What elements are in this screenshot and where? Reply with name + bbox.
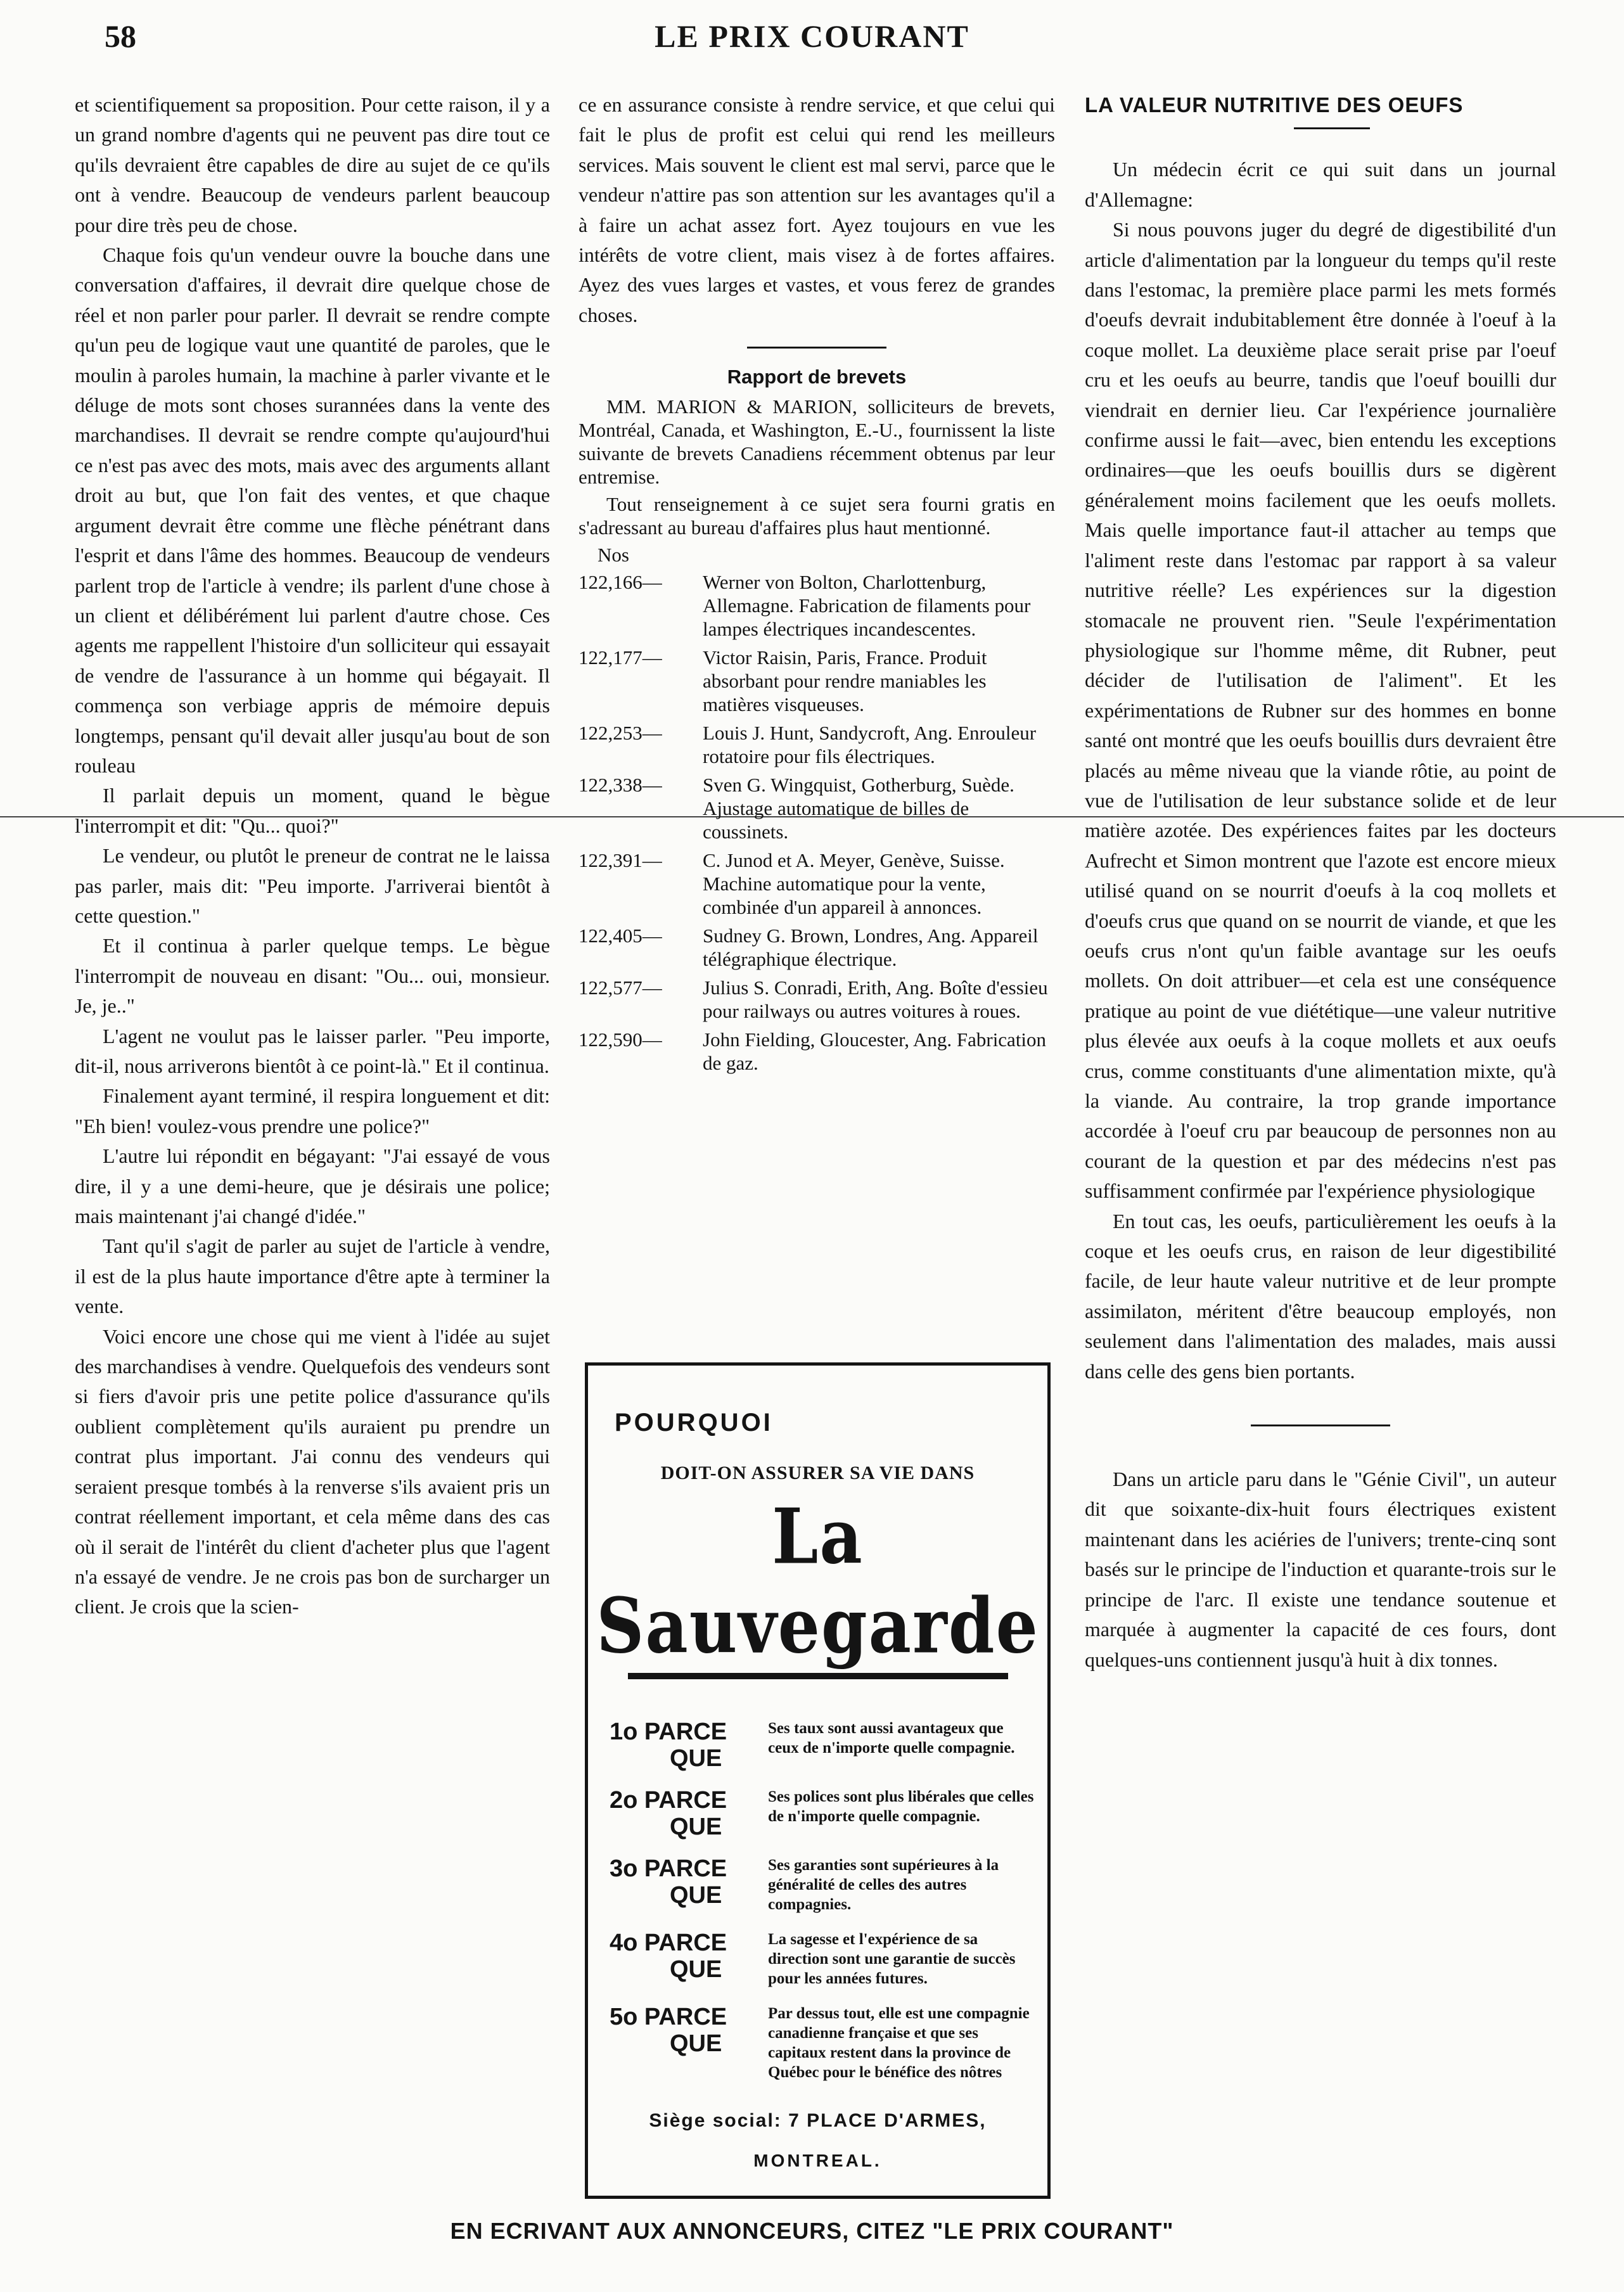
patent-entry	[579, 1028, 1055, 1075]
sauvegarde-advertisement	[585, 1362, 1051, 2199]
reason-number: 3o PARCE	[610, 1855, 727, 1882]
reason-text: La sagesse et l'expérience de sa direction sont une garantie de succès pour les années futures.	[768, 1931, 1016, 1987]
paragraph: Et il continua à parler quelque temps. Le bègue l'interrompit de nouveau en disant: "Ou... oui, monsieur. Je, je.."	[75, 934, 550, 1018]
reason-que: QUE	[670, 2030, 722, 2057]
ad-headline: POURQUOI	[615, 1409, 773, 1437]
ad-reason	[610, 2004, 1035, 2082]
ad-reason	[610, 1930, 1035, 1988]
logo-underline	[628, 1673, 1008, 1679]
patent-entry	[579, 848, 1055, 919]
reason-number: 2o PARCE	[610, 1787, 727, 1814]
reason-que: QUE	[670, 1956, 722, 1983]
reason-que: QUE	[670, 1882, 722, 1909]
patent-number: 122,391—	[579, 849, 662, 872]
reason-label	[610, 1855, 768, 1914]
paragraph: Un médecin écrit ce qui suit dans un journal d'Allemagne:	[1085, 158, 1556, 211]
patents-report	[579, 365, 1055, 1075]
paragraph: Si nous pouvons juger du degré de digestibilité d'un article d'alimentation par la longueur du temps qu'il reste dans l'estomac, la première place parmi les mets formés d'oeufs devrait indubitablement être donnée à l'oeuf à la coque mollet. La deuxième place serait prise par l'oeuf cru et les oeufs au beurre, tandis que l'oeuf bouilli dur viendrait en dernier lieu. Car l'expérience journalière confirme aussi le fait—avec, bien entendu les exceptions ordinaires—que les oeufs bouillis durs se digèrent généralement moins facilement que les oeufs mollets. Mais quelle importance faut-il attacher au temps que l'aliment reste dans l'estomac par rapport à sa valeur nutritive réelle? Les expériences sur la digestion stomacale ne prouvent rien. "Seule l'expérimentation physiologique sur l'homme même, dit Rubner, peut décider de l'utilisation de l'aliment". Et les expérimentations de Rubner sur des hommes en bonne santé ont montré que les oeufs bouillis durs devraient être placés au même niveau que la viande rôtie, au point de vue de l'utilisation de leur substance solide et de leur matière azotée. Des expériences faites par les docteurs Aufrecht et Simon montrent que l'azote est encore mieux utilisé quand on se nourrit d'oeufs à la coq mollets et d'oeufs crus que quand on se nourrit de viande, et que les oeufs crus n'ont qu'un faible avantage sur les oeufs mollets. On doit attribuer—et cela est une conséquence pratique au point de vue diététique—une valeur nutritive plus élevée aux oeufs à la coque mollets et aux oeufs crus, comme constituants d'une alimentation mixte, qu'à la viande. Au contraire, la trop grande importance accordée à l'oeuf cru par beaucoup de personnes non au courant de la question et par des médecins n'est pas suffisamment confirmée par l'expérience physiologique	[1085, 218, 1556, 1203]
patent-description: C. Junod et A. Meyer, Genève, Suisse. Machine automatique pour la vente, combinée d'un appareil à annonces.	[703, 849, 1005, 919]
reason-text: Ses taux sont aussi avantageux que ceux de n'importe quelle compagnie.	[768, 1720, 1015, 1757]
reason-number: 1o PARCE	[610, 1719, 727, 1745]
reason-label	[610, 1787, 768, 1840]
ad-reason	[610, 1855, 1035, 1914]
reason-list	[588, 1719, 1047, 2082]
paragraph: ce en assurance consiste à rendre service, et que celui qui fait le plus de profit est celui qui rend les meilleurs services. Mais souvent le client est mal servi, parce que le vendeur n'attire pas son attention sur les avantages qu'il a à faire un achat assez fort. Ayez toujours en vue les intérêts de votre client, mais visez à de fortes affaires. Ayez des vues larges et vastes, et vous ferez de grandes choses.	[579, 93, 1055, 326]
patents-info: Tout renseignement à ce sujet sera fourni gratis en s'adressant au bureau d'affaires plus haut mentionné.	[579, 493, 1055, 539]
article-title: LA VALEUR NUTRITIVE DES OEUFS	[1085, 93, 1464, 117]
ad-company-logo: La Sauvegarde	[596, 1491, 1039, 1671]
paragraph: et scientifiquement sa proposition. Pour cette raison, il y a un grand nombre d'agents qui ne peuvent pas dire tout ce qu'ils devraient être capables de dire au sujet de ce qu'ils ont à vendre. Beaucoup de vendeurs parlent beaucoup pour dire très peu de chose.	[75, 93, 550, 236]
patent-entry	[579, 773, 1055, 843]
page-number: 58	[105, 18, 136, 54]
section-divider	[747, 347, 886, 349]
reason-que: QUE	[670, 1814, 722, 1840]
patent-description: Werner von Bolton, Charlottenburg, Allemagne. Fabrication de filaments pour lampes électriques incandescentes.	[703, 571, 1031, 641]
paragraph: Finalement ayant terminé, il respira longuement et dit: "Eh bien! voulez-vous prendre une police?"	[75, 1084, 550, 1137]
reason-label	[610, 2004, 768, 2082]
paragraph: Voici encore une chose qui me vient à l'idée au sujet des marchandises à vendre. Quelquefois des vendeurs sont si fiers d'avoir pris une petite police d'assurance qu'ils oublient complètement qu'ils auraient pu prendre un contrat plus important. J'ai connu des vendeurs qui seraient presque tombés à la renverse s'ils avaient pris un contrat réellement important, et cela même dans des cas où il serait de l'intérêt du client d'acheter plus que l'agent n'a essayé de vendre. Je ne crois pas bon de surcharger un client. Je crois que la scien-	[75, 1324, 550, 1618]
paragraph: L'autre lui répondit en bégayant: "J'ai essayé de vous dire, il y a une demi-heure, que je désirais une police; mais maintenant j'ai changé d'idée."	[75, 1144, 550, 1228]
patent-entry	[579, 721, 1055, 768]
journal-title: LE PRIX COURANT	[655, 18, 969, 54]
nos-label: Nos	[598, 544, 629, 567]
column-1	[75, 90, 550, 1622]
column-3	[1085, 90, 1556, 1675]
patent-number: 122,405—	[579, 925, 662, 947]
patent-number: 122,590—	[579, 1028, 662, 1051]
patent-entry	[579, 924, 1055, 971]
patents-intro: MM. MARION & MARION, solliciteurs de brevets, Montréal, Canada, et Washington, E.-U., fournissent la liste suivante de brevets Canadiens récemment obtenus par leur entremise.	[579, 395, 1055, 489]
reason-label	[610, 1930, 768, 1988]
patent-number: 122,177—	[579, 646, 662, 669]
patent-number: 122,577—	[579, 976, 662, 999]
reason-number: 5o PARCE	[610, 2004, 727, 2030]
ad-head-office: Siège social: 7 PLACE D'ARMES,	[649, 2110, 987, 2131]
page-footer: EN ECRIVANT AUX ANNONCEURS, CITEZ "LE PRIX COURANT"	[450, 2218, 1174, 2244]
patent-entry	[579, 646, 1055, 716]
paragraph: L'agent ne voulut pas le laisser parler. "Peu importe, dit-il, nous arriverons bientôt à ce point-là." Et il continua.	[75, 1024, 550, 1077]
title-rule	[1294, 127, 1370, 129]
reason-number: 4o PARCE	[610, 1930, 727, 1956]
patent-number: 122,166—	[579, 571, 662, 594]
patent-entry	[579, 976, 1055, 1023]
paragraph: En tout cas, les oeufs, particulièrement les oeufs à la coque et les oeufs crus, en raison de leur digestibilité facile, de leur haute valeur nutritive et de leur prompte assimilaton, méritent d'être beaucoup employés, non seulement dans l'alimentation des malades, mais aussi dans celle des gens bien portants.	[1085, 1209, 1556, 1383]
patent-description: Sven G. Wingquist, Gotherburg, Suède. Ajustage automatique de billes de coussinets.	[703, 774, 1014, 843]
section-divider	[1251, 1424, 1390, 1426]
paragraph: Le vendeur, ou plutôt le preneur de contrat ne le laissa pas parler, mais dit: "Peu importe. J'arriverai bientôt à cette question."	[75, 844, 550, 927]
page-header	[0, 18, 1624, 62]
patent-description: Louis J. Hunt, Sandycroft, Ang. Enrouleur rotatoire pour fils électriques.	[703, 722, 1037, 768]
ad-subtitle: DOIT-ON ASSURER SA VIE DANS	[660, 1463, 975, 1483]
column-2	[579, 90, 1055, 1080]
patent-list	[579, 570, 1055, 1075]
reason-text: Ses garanties sont supérieures à la généralité de celles des autres compagnies.	[768, 1857, 999, 1913]
patent-description: Sudney G. Brown, Londres, Ang. Appareil télégraphique électrique.	[703, 925, 1039, 971]
patent-description: John Fielding, Gloucester, Ang. Fabrication de gaz.	[703, 1028, 1047, 1075]
patents-title: Rapport de brevets	[727, 366, 907, 388]
paragraph: Dans un article paru dans le "Génie Civil", un auteur dit que soixante-dix-huit fours électriques existent maintenant dans les aciéries de l'univers; trente-cinq sont basés sur le principe de l'induction et quarante-trois sur le principe de l'arc. Il existe une tendance soutenue et marquée à augmenter la capacité de ces fours, dont quelques-uns contiennent jusqu'à huit à dix tonnes.	[1085, 1468, 1556, 1671]
paragraph: Tant qu'il s'agit de parler au sujet de l'article à vendre, il est de la plus haute importance d'être apte à terminer la vente.	[75, 1234, 550, 1318]
ad-reason	[610, 1719, 1035, 1772]
patent-entry	[579, 570, 1055, 641]
patent-number: 122,338—	[579, 774, 662, 797]
reason-text: Ses polices sont plus libérales que celles de n'importe quelle compagnie.	[768, 1788, 1034, 1825]
ad-reason	[610, 1787, 1035, 1840]
ad-city: MONTREAL.	[753, 2151, 882, 2170]
reason-que: QUE	[670, 1745, 722, 1772]
patent-number: 122,253—	[579, 722, 662, 745]
paragraph: Chaque fois qu'un vendeur ouvre la bouche dans une conversation d'affaires, il devrait dire quelque chose de réel et non parler pour parler. Il devrait se rendre compte qu'un peu de logique vaut une quantité de paroles, que le moulin à paroles humain, la machine à parler vivante et le déluge de mots sont choses surannées dans la vente des marchandises. Il devrait se rendre compte qu'aujourd'hui ce n'est pas avec des mots, mais avec des arguments allant droit au but, que l'on fait des ventes, et que chaque argument devrait être comme une flèche pénétrant dans l'esprit et dans l'âme des hommes. Beaucoup de vendeurs parlent trop de l'article à vendre; ils parlent d'une chose à un client et délibérément lui parlent d'autre chose. Ces agents me rappellent l'histoire d'un solliciteur qui essayait de vendre de l'assurance à un homme qui bégayait. Il commença son verbiage appris de mémoire depuis longtemps, pensant qu'il devait aller jusqu'au bout de son rouleau	[75, 243, 550, 777]
reason-text: Par dessus tout, elle est une compagnie canadienne française et que ses capitaux restent dans la province de Québec pour le bénéfice des nôtres	[768, 2005, 1030, 2081]
reason-label	[610, 1719, 768, 1772]
patent-description: Julius S. Conradi, Erith, Ang. Boîte d'essieu pour railways ou autres voitures à roues.	[703, 976, 1048, 1023]
patent-description: Victor Raisin, Paris, France. Produit absorbant pour rendre maniables les matières visqueuses.	[703, 646, 987, 716]
paragraph: Il parlait depuis un moment, quand le bègue l'interrompit et dit: "Qu... quoi?"	[75, 784, 550, 837]
